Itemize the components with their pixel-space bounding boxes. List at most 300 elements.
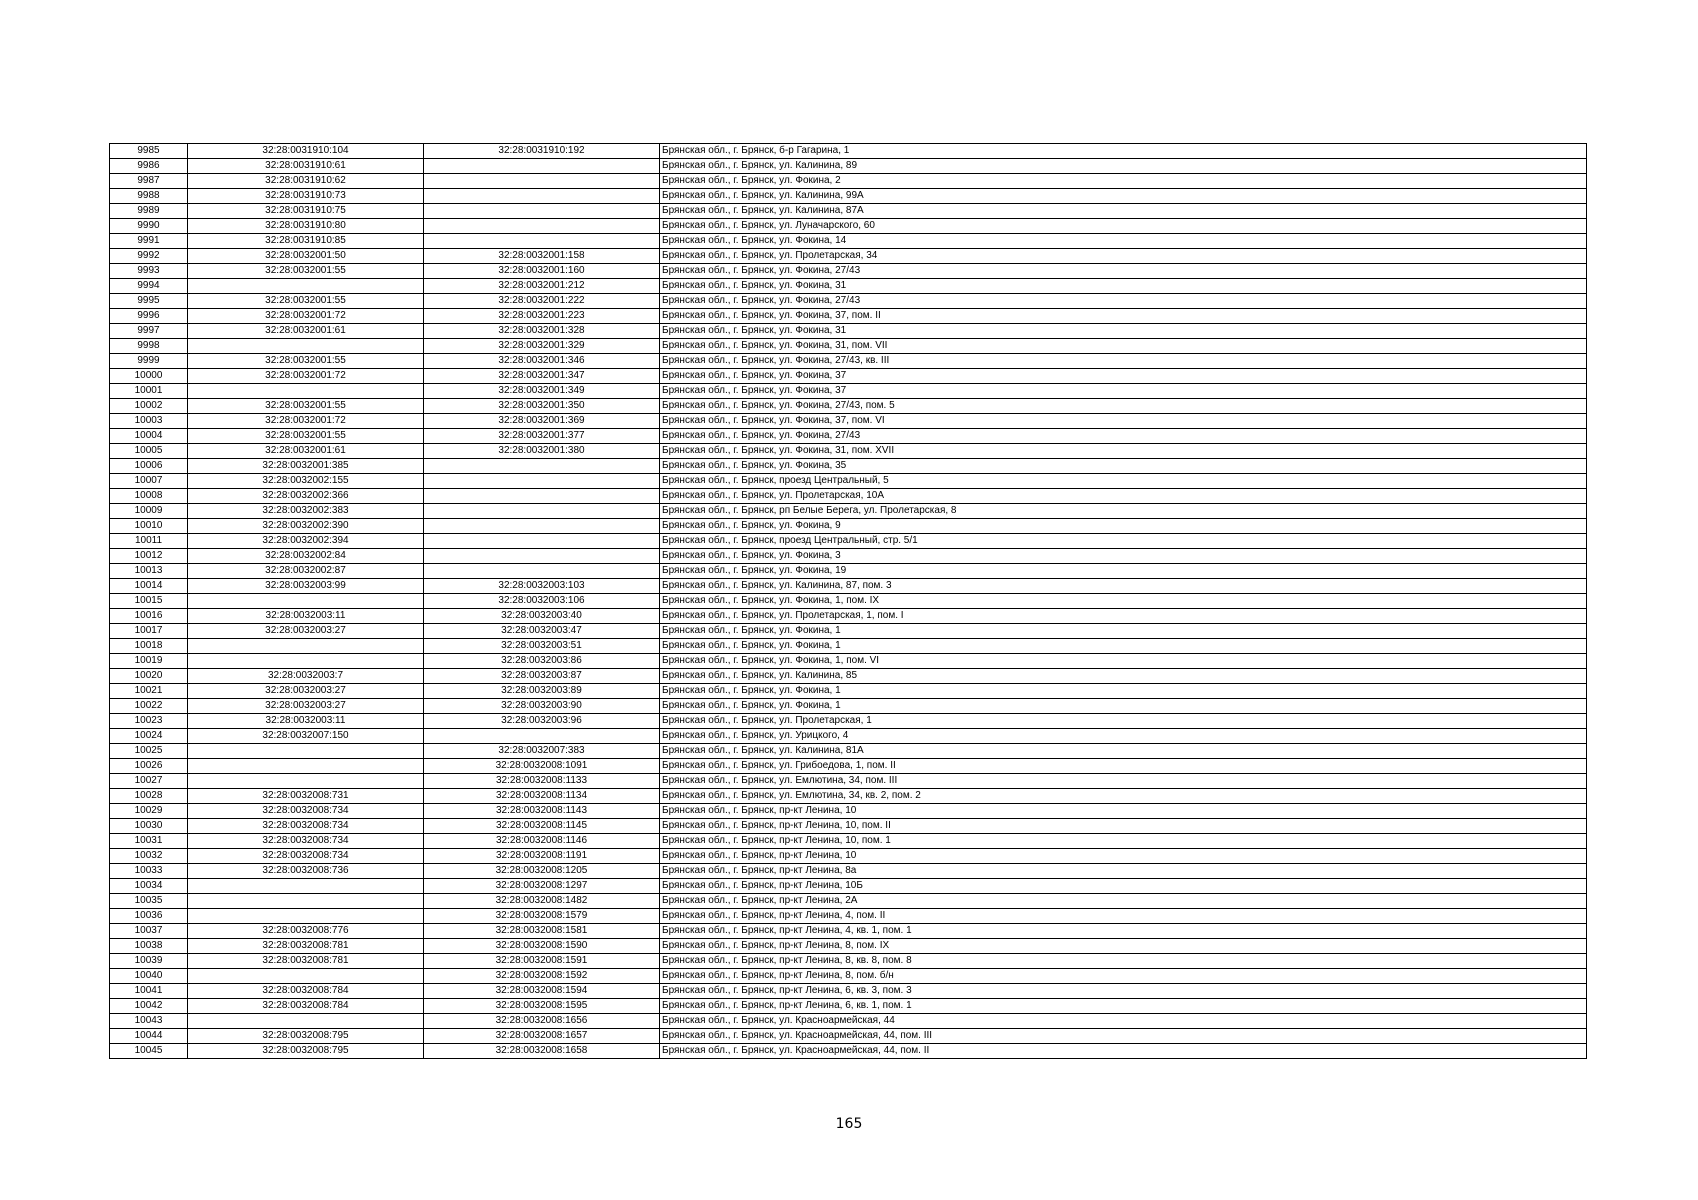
row-number-cell: 10039 xyxy=(110,954,188,969)
parcel-cadastral-cell xyxy=(188,894,424,909)
address-cell: Брянская обл., г. Брянск, пр-кт Ленина, 6, кв. 3, пом. 3 xyxy=(660,984,1587,999)
address-cell: Брянская обл., г. Брянск, ул. Фокина, 27/43 xyxy=(660,429,1587,444)
address-cell: Брянская обл., г. Брянск, пр-кт Ленина, 10, пом. II xyxy=(660,819,1587,834)
parcel-cadastral-cell: 32:28:0032002:390 xyxy=(188,519,424,534)
object-cadastral-cell: 32:28:0032008:1091 xyxy=(424,759,660,774)
row-number-cell: 10040 xyxy=(110,969,188,984)
row-number-cell: 10017 xyxy=(110,624,188,639)
object-cadastral-cell xyxy=(424,459,660,474)
parcel-cadastral-cell: 32:28:0032002:155 xyxy=(188,474,424,489)
address-cell: Брянская обл., г. Брянск, ул. Фокина, 27/43, кв. III xyxy=(660,354,1587,369)
parcel-cadastral-cell xyxy=(188,774,424,789)
table-row xyxy=(110,714,1587,729)
parcel-cadastral-cell: 32:28:0032008:734 xyxy=(188,834,424,849)
object-cadastral-cell: 32:28:0032003:89 xyxy=(424,684,660,699)
page-number: 165 xyxy=(835,1116,863,1132)
parcel-cadastral-cell: 32:28:0032008:795 xyxy=(188,1044,424,1059)
object-cadastral-cell xyxy=(424,729,660,744)
table-row xyxy=(110,774,1587,789)
row-number-cell: 10003 xyxy=(110,414,188,429)
table-row xyxy=(110,1044,1587,1059)
object-cadastral-cell: 32:28:0032008:1191 xyxy=(424,849,660,864)
table-row xyxy=(110,174,1587,189)
registry-table xyxy=(109,143,1587,1059)
row-number-cell: 10013 xyxy=(110,564,188,579)
address-cell: Брянская обл., г. Брянск, пр-кт Ленина, 8а xyxy=(660,864,1587,879)
parcel-cadastral-cell: 32:28:0032001:72 xyxy=(188,414,424,429)
object-cadastral-cell: 32:28:0032008:1134 xyxy=(424,789,660,804)
object-cadastral-cell: 32:28:0032003:87 xyxy=(424,669,660,684)
address-cell: Брянская обл., г. Брянск, проезд Центральный, стр. 5/1 xyxy=(660,534,1587,549)
table-row xyxy=(110,459,1587,474)
row-number-cell: 10041 xyxy=(110,984,188,999)
parcel-cadastral-cell xyxy=(188,879,424,894)
address-cell: Брянская обл., г. Брянск, ул. Пролетарская, 10А xyxy=(660,489,1587,504)
table-row xyxy=(110,894,1587,909)
address-cell: Брянская обл., г. Брянск, ул. Фокина, 1 xyxy=(660,639,1587,654)
parcel-cadastral-cell: 32:28:0032008:731 xyxy=(188,789,424,804)
registry-table-body xyxy=(110,144,1587,1059)
table-row xyxy=(110,999,1587,1014)
row-number-cell: 10005 xyxy=(110,444,188,459)
table-row xyxy=(110,639,1587,654)
parcel-cadastral-cell: 32:28:0032003:7 xyxy=(188,669,424,684)
object-cadastral-cell: 32:28:0032001:380 xyxy=(424,444,660,459)
parcel-cadastral-cell: 32:28:0032008:776 xyxy=(188,924,424,939)
object-cadastral-cell: 32:28:0032001:328 xyxy=(424,324,660,339)
table-row xyxy=(110,504,1587,519)
table-row xyxy=(110,279,1587,294)
parcel-cadastral-cell: 32:28:0032008:736 xyxy=(188,864,424,879)
row-number-cell: 10045 xyxy=(110,1044,188,1059)
table-row xyxy=(110,399,1587,414)
row-number-cell: 10032 xyxy=(110,849,188,864)
object-cadastral-cell: 32:28:0032008:1590 xyxy=(424,939,660,954)
row-number-cell: 9997 xyxy=(110,324,188,339)
object-cadastral-cell xyxy=(424,159,660,174)
row-number-cell: 10010 xyxy=(110,519,188,534)
row-number-cell: 10022 xyxy=(110,699,188,714)
object-cadastral-cell xyxy=(424,219,660,234)
row-number-cell: 10016 xyxy=(110,609,188,624)
address-cell: Брянская обл., г. Брянск, ул. Фокина, 1 xyxy=(660,684,1587,699)
table-row xyxy=(110,249,1587,264)
address-cell: Брянская обл., г. Брянск, пр-кт Ленина, 6, кв. 1, пом. 1 xyxy=(660,999,1587,1014)
table-row xyxy=(110,939,1587,954)
row-number-cell: 10000 xyxy=(110,369,188,384)
address-cell: Брянская обл., г. Брянск, ул. Фокина, 35 xyxy=(660,459,1587,474)
address-cell: Брянская обл., г. Брянск, ул. Пролетарская, 1 xyxy=(660,714,1587,729)
parcel-cadastral-cell: 32:28:0032001:385 xyxy=(188,459,424,474)
object-cadastral-cell: 32:28:0032001:369 xyxy=(424,414,660,429)
row-number-cell: 10033 xyxy=(110,864,188,879)
parcel-cadastral-cell: 32:28:0032001:55 xyxy=(188,399,424,414)
address-cell: Брянская обл., г. Брянск, ул. Фокина, 37 xyxy=(660,369,1587,384)
row-number-cell: 9995 xyxy=(110,294,188,309)
address-cell: Брянская обл., г. Брянск, ул. Пролетарская, 1, пом. I xyxy=(660,609,1587,624)
address-cell: Брянская обл., г. Брянск, ул. Фокина, 14 xyxy=(660,234,1587,249)
table-row xyxy=(110,699,1587,714)
parcel-cadastral-cell: 32:28:0032001:61 xyxy=(188,444,424,459)
row-number-cell: 10024 xyxy=(110,729,188,744)
table-row xyxy=(110,759,1587,774)
parcel-cadastral-cell xyxy=(188,279,424,294)
parcel-cadastral-cell: 32:28:0031910:85 xyxy=(188,234,424,249)
object-cadastral-cell: 32:28:0032008:1581 xyxy=(424,924,660,939)
table-row xyxy=(110,864,1587,879)
address-cell: Брянская обл., г. Брянск, ул. Фокина, 27/43 xyxy=(660,294,1587,309)
row-number-cell: 9985 xyxy=(110,144,188,159)
table-row xyxy=(110,909,1587,924)
parcel-cadastral-cell: 32:28:0032002:394 xyxy=(188,534,424,549)
parcel-cadastral-cell: 32:28:0031910:104 xyxy=(188,144,424,159)
table-row xyxy=(110,984,1587,999)
address-cell: Брянская обл., г. Брянск, ул. Калинина, 81А xyxy=(660,744,1587,759)
table-row xyxy=(110,264,1587,279)
address-cell: Брянская обл., г. Брянск, ул. Фокина, 9 xyxy=(660,519,1587,534)
row-number-cell: 10002 xyxy=(110,399,188,414)
row-number-cell: 10027 xyxy=(110,774,188,789)
row-number-cell: 10006 xyxy=(110,459,188,474)
address-cell: Брянская обл., г. Брянск, ул. Фокина, 1, пом. IX xyxy=(660,594,1587,609)
table-row xyxy=(110,414,1587,429)
address-cell: Брянская обл., г. Брянск, ул. Фокина, 19 xyxy=(660,564,1587,579)
address-cell: Брянская обл., г. Брянск, ул. Калинина, 87А xyxy=(660,204,1587,219)
row-number-cell: 10004 xyxy=(110,429,188,444)
row-number-cell: 9987 xyxy=(110,174,188,189)
address-cell: Брянская обл., г. Брянск, ул. Фокина, 31, пом. VII xyxy=(660,339,1587,354)
object-cadastral-cell xyxy=(424,189,660,204)
row-number-cell: 10030 xyxy=(110,819,188,834)
table-row xyxy=(110,324,1587,339)
row-number-cell: 10020 xyxy=(110,669,188,684)
parcel-cadastral-cell: 32:28:0032008:734 xyxy=(188,849,424,864)
object-cadastral-cell: 32:28:0032008:1143 xyxy=(424,804,660,819)
table-row xyxy=(110,879,1587,894)
object-cadastral-cell: 32:28:0032001:160 xyxy=(424,264,660,279)
row-number-cell: 10012 xyxy=(110,549,188,564)
table-row xyxy=(110,234,1587,249)
row-number-cell: 10015 xyxy=(110,594,188,609)
object-cadastral-cell: 32:28:0032008:1594 xyxy=(424,984,660,999)
parcel-cadastral-cell: 32:28:0032003:11 xyxy=(188,609,424,624)
address-cell: Брянская обл., г. Брянск, ул. Фокина, 27/43 xyxy=(660,264,1587,279)
row-number-cell: 10007 xyxy=(110,474,188,489)
parcel-cadastral-cell: 32:28:0032008:784 xyxy=(188,984,424,999)
parcel-cadastral-cell: 32:28:0032001:55 xyxy=(188,354,424,369)
parcel-cadastral-cell: 32:28:0031910:61 xyxy=(188,159,424,174)
table-row xyxy=(110,549,1587,564)
table-row xyxy=(110,564,1587,579)
table-row xyxy=(110,729,1587,744)
object-cadastral-cell xyxy=(424,519,660,534)
row-number-cell: 10001 xyxy=(110,384,188,399)
address-cell: Брянская обл., г. Брянск, пр-кт Ленина, 4, пом. II xyxy=(660,909,1587,924)
address-cell: Брянская обл., г. Брянск, ул. Красноармейская, 44, пом. II xyxy=(660,1044,1587,1059)
object-cadastral-cell: 32:28:0032008:1133 xyxy=(424,774,660,789)
table-row xyxy=(110,819,1587,834)
object-cadastral-cell: 32:28:0032001:347 xyxy=(424,369,660,384)
address-cell: Брянская обл., г. Брянск, ул. Фокина, 31 xyxy=(660,324,1587,339)
parcel-cadastral-cell: 32:28:0031910:73 xyxy=(188,189,424,204)
table-row xyxy=(110,144,1587,159)
parcel-cadastral-cell xyxy=(188,384,424,399)
address-cell: Брянская обл., г. Брянск, ул. Урицкого, 4 xyxy=(660,729,1587,744)
row-number-cell: 10021 xyxy=(110,684,188,699)
parcel-cadastral-cell: 32:28:0032008:734 xyxy=(188,819,424,834)
object-cadastral-cell: 32:28:0032008:1656 xyxy=(424,1014,660,1029)
row-number-cell: 10035 xyxy=(110,894,188,909)
parcel-cadastral-cell xyxy=(188,339,424,354)
object-cadastral-cell: 32:28:0032008:1591 xyxy=(424,954,660,969)
address-cell: Брянская обл., г. Брянск, пр-кт Ленина, 10Б xyxy=(660,879,1587,894)
table-row xyxy=(110,534,1587,549)
address-cell: Брянская обл., г. Брянск, ул. Красноармейская, 44 xyxy=(660,1014,1587,1029)
object-cadastral-cell: 32:28:0032001:346 xyxy=(424,354,660,369)
address-cell: Брянская обл., г. Брянск, пр-кт Ленина, 10, пом. 1 xyxy=(660,834,1587,849)
address-cell: Брянская обл., г. Брянск, ул. Фокина, 1 xyxy=(660,699,1587,714)
table-row xyxy=(110,624,1587,639)
row-number-cell: 10011 xyxy=(110,534,188,549)
address-cell: Брянская обл., г. Брянск, рп Белые Берега, ул. Пролетарская, 8 xyxy=(660,504,1587,519)
object-cadastral-cell xyxy=(424,534,660,549)
address-cell: Брянская обл., г. Брянск, пр-кт Ленина, 2А xyxy=(660,894,1587,909)
parcel-cadastral-cell: 32:28:0032001:50 xyxy=(188,249,424,264)
object-cadastral-cell: 32:28:0032003:96 xyxy=(424,714,660,729)
row-number-cell: 10036 xyxy=(110,909,188,924)
parcel-cadastral-cell: 32:28:0031910:80 xyxy=(188,219,424,234)
object-cadastral-cell: 32:28:0032008:1658 xyxy=(424,1044,660,1059)
table-row xyxy=(110,369,1587,384)
object-cadastral-cell: 32:28:0032008:1205 xyxy=(424,864,660,879)
address-cell: Брянская обл., г. Брянск, ул. Грибоедова, 1, пом. II xyxy=(660,759,1587,774)
table-row xyxy=(110,474,1587,489)
table-row xyxy=(110,444,1587,459)
table-row xyxy=(110,789,1587,804)
parcel-cadastral-cell: 32:28:0032008:781 xyxy=(188,939,424,954)
parcel-cadastral-cell: 32:28:0032001:55 xyxy=(188,264,424,279)
table-row xyxy=(110,804,1587,819)
row-number-cell: 10037 xyxy=(110,924,188,939)
address-cell: Брянская обл., г. Брянск, ул. Калинина, 89 xyxy=(660,159,1587,174)
row-number-cell: 10042 xyxy=(110,999,188,1014)
row-number-cell: 10025 xyxy=(110,744,188,759)
parcel-cadastral-cell: 32:28:0032003:27 xyxy=(188,684,424,699)
row-number-cell: 10014 xyxy=(110,579,188,594)
object-cadastral-cell: 32:28:0032003:106 xyxy=(424,594,660,609)
row-number-cell: 10031 xyxy=(110,834,188,849)
row-number-cell: 10029 xyxy=(110,804,188,819)
object-cadastral-cell: 32:28:0032001:350 xyxy=(424,399,660,414)
address-cell: Брянская обл., г. Брянск, ул. Луначарского, 60 xyxy=(660,219,1587,234)
table-row xyxy=(110,954,1587,969)
table-row xyxy=(110,489,1587,504)
address-cell: Брянская обл., г. Брянск, пр-кт Ленина, 8, пом. IX xyxy=(660,939,1587,954)
object-cadastral-cell: 32:28:0032001:223 xyxy=(424,309,660,324)
table-row xyxy=(110,609,1587,624)
address-cell: Брянская обл., г. Брянск, проезд Центральный, 5 xyxy=(660,474,1587,489)
object-cadastral-cell xyxy=(424,204,660,219)
row-number-cell: 9993 xyxy=(110,264,188,279)
parcel-cadastral-cell: 32:28:0032001:72 xyxy=(188,369,424,384)
row-number-cell: 9994 xyxy=(110,279,188,294)
parcel-cadastral-cell xyxy=(188,1014,424,1029)
address-cell: Брянская обл., г. Брянск, ул. Красноармейская, 44, пом. III xyxy=(660,1029,1587,1044)
address-cell: Брянская обл., г. Брянск, пр-кт Ленина, 4, кв. 1, пом. 1 xyxy=(660,924,1587,939)
address-cell: Брянская обл., г. Брянск, пр-кт Ленина, 8, пом. б/н xyxy=(660,969,1587,984)
object-cadastral-cell: 32:28:0032003:86 xyxy=(424,654,660,669)
address-cell: Брянская обл., г. Брянск, ул. Фокина, 1 xyxy=(660,624,1587,639)
parcel-cadastral-cell xyxy=(188,909,424,924)
row-number-cell: 10043 xyxy=(110,1014,188,1029)
table-row xyxy=(110,1029,1587,1044)
parcel-cadastral-cell: 32:28:0032001:55 xyxy=(188,294,424,309)
address-cell: Брянская обл., г. Брянск, ул. Калинина, 99А xyxy=(660,189,1587,204)
parcel-cadastral-cell: 32:28:0031910:62 xyxy=(188,174,424,189)
parcel-cadastral-cell: 32:28:0032003:27 xyxy=(188,699,424,714)
table-row xyxy=(110,594,1587,609)
parcel-cadastral-cell xyxy=(188,654,424,669)
address-cell: Брянская обл., г. Брянск, ул. Пролетарская, 34 xyxy=(660,249,1587,264)
address-cell: Брянская обл., г. Брянск, ул. Фокина, 3 xyxy=(660,549,1587,564)
row-number-cell: 10019 xyxy=(110,654,188,669)
row-number-cell: 10018 xyxy=(110,639,188,654)
row-number-cell: 9989 xyxy=(110,204,188,219)
parcel-cadastral-cell: 32:28:0032002:366 xyxy=(188,489,424,504)
object-cadastral-cell xyxy=(424,234,660,249)
row-number-cell: 10009 xyxy=(110,504,188,519)
address-cell: Брянская обл., г. Брянск, ул. Фокина, 1, пом. VI xyxy=(660,654,1587,669)
parcel-cadastral-cell xyxy=(188,639,424,654)
object-cadastral-cell: 32:28:0032008:1145 xyxy=(424,819,660,834)
address-cell: Брянская обл., г. Брянск, ул. Калинина, 87, пом. 3 xyxy=(660,579,1587,594)
row-number-cell: 9999 xyxy=(110,354,188,369)
address-cell: Брянская обл., г. Брянск, ул. Фокина, 37, пом. VI xyxy=(660,414,1587,429)
object-cadastral-cell: 32:28:0032001:222 xyxy=(424,294,660,309)
parcel-cadastral-cell: 32:28:0032002:87 xyxy=(188,564,424,579)
table-row xyxy=(110,924,1587,939)
parcel-cadastral-cell xyxy=(188,744,424,759)
row-number-cell: 10026 xyxy=(110,759,188,774)
row-number-cell: 10044 xyxy=(110,1029,188,1044)
object-cadastral-cell: 32:28:0032003:47 xyxy=(424,624,660,639)
table-row xyxy=(110,669,1587,684)
parcel-cadastral-cell: 32:28:0032003:11 xyxy=(188,714,424,729)
table-row xyxy=(110,849,1587,864)
table-row xyxy=(110,1014,1587,1029)
object-cadastral-cell xyxy=(424,474,660,489)
address-cell: Брянская обл., г. Брянск, пр-кт Ленина, 8, кв. 8, пом. 8 xyxy=(660,954,1587,969)
table-row xyxy=(110,159,1587,174)
object-cadastral-cell: 32:28:0032008:1482 xyxy=(424,894,660,909)
parcel-cadastral-cell: 32:28:0032001:61 xyxy=(188,324,424,339)
address-cell: Брянская обл., г. Брянск, ул. Фокина, 37 xyxy=(660,384,1587,399)
object-cadastral-cell: 32:28:0032001:329 xyxy=(424,339,660,354)
row-number-cell: 10008 xyxy=(110,489,188,504)
object-cadastral-cell xyxy=(424,504,660,519)
row-number-cell: 10034 xyxy=(110,879,188,894)
object-cadastral-cell: 32:28:0032007:383 xyxy=(424,744,660,759)
object-cadastral-cell: 32:28:0032008:1592 xyxy=(424,969,660,984)
row-number-cell: 9998 xyxy=(110,339,188,354)
parcel-cadastral-cell: 32:28:0032001:72 xyxy=(188,309,424,324)
parcel-cadastral-cell: 32:28:0032002:84 xyxy=(188,549,424,564)
object-cadastral-cell: 32:28:0032001:212 xyxy=(424,279,660,294)
object-cadastral-cell: 32:28:0032008:1297 xyxy=(424,879,660,894)
table-row xyxy=(110,429,1587,444)
row-number-cell: 9992 xyxy=(110,249,188,264)
table-row xyxy=(110,354,1587,369)
parcel-cadastral-cell: 32:28:0032002:383 xyxy=(188,504,424,519)
object-cadastral-cell: 32:28:0032001:349 xyxy=(424,384,660,399)
row-number-cell: 9991 xyxy=(110,234,188,249)
table-row xyxy=(110,189,1587,204)
object-cadastral-cell: 32:28:0032001:158 xyxy=(424,249,660,264)
address-cell: Брянская обл., г. Брянск, пр-кт Ленина, 10 xyxy=(660,804,1587,819)
address-cell: Брянская обл., г. Брянск, ул. Емлютина, 34, пом. III xyxy=(660,774,1587,789)
row-number-cell: 10023 xyxy=(110,714,188,729)
parcel-cadastral-cell: 32:28:0032008:734 xyxy=(188,804,424,819)
address-cell: Брянская обл., г. Брянск, б-р Гагарина, 1 xyxy=(660,144,1587,159)
address-cell: Брянская обл., г. Брянск, ул. Фокина, 31 xyxy=(660,279,1587,294)
row-number-cell: 10038 xyxy=(110,939,188,954)
address-cell: Брянская обл., г. Брянск, пр-кт Ленина, 10 xyxy=(660,849,1587,864)
row-number-cell: 10028 xyxy=(110,789,188,804)
parcel-cadastral-cell: 32:28:0032003:99 xyxy=(188,579,424,594)
object-cadastral-cell: 32:28:0032008:1657 xyxy=(424,1029,660,1044)
object-cadastral-cell: 32:28:0032003:40 xyxy=(424,609,660,624)
table-row xyxy=(110,219,1587,234)
address-cell: Брянская обл., г. Брянск, ул. Фокина, 37, пом. II xyxy=(660,309,1587,324)
table-row xyxy=(110,519,1587,534)
table-row xyxy=(110,339,1587,354)
object-cadastral-cell: 32:28:0032003:103 xyxy=(424,579,660,594)
parcel-cadastral-cell: 32:28:0032003:27 xyxy=(188,624,424,639)
parcel-cadastral-cell: 32:28:0032001:55 xyxy=(188,429,424,444)
table-row xyxy=(110,579,1587,594)
parcel-cadastral-cell xyxy=(188,594,424,609)
row-number-cell: 9996 xyxy=(110,309,188,324)
address-cell: Брянская обл., г. Брянск, ул. Фокина, 31, пом. XVII xyxy=(660,444,1587,459)
object-cadastral-cell: 32:28:0032008:1146 xyxy=(424,834,660,849)
table-row xyxy=(110,309,1587,324)
row-number-cell: 9988 xyxy=(110,189,188,204)
object-cadastral-cell xyxy=(424,549,660,564)
table-row xyxy=(110,654,1587,669)
object-cadastral-cell: 32:28:0032001:377 xyxy=(424,429,660,444)
table-row xyxy=(110,834,1587,849)
table-row xyxy=(110,204,1587,219)
parcel-cadastral-cell: 32:28:0032008:784 xyxy=(188,999,424,1014)
table-row xyxy=(110,294,1587,309)
object-cadastral-cell: 32:28:0031910:192 xyxy=(424,144,660,159)
object-cadastral-cell: 32:28:0032003:51 xyxy=(424,639,660,654)
address-cell: Брянская обл., г. Брянск, ул. Калинина, 85 xyxy=(660,669,1587,684)
parcel-cadastral-cell xyxy=(188,969,424,984)
table-row xyxy=(110,969,1587,984)
address-cell: Брянская обл., г. Брянск, ул. Емлютина, 34, кв. 2, пом. 2 xyxy=(660,789,1587,804)
parcel-cadastral-cell: 32:28:0032007:150 xyxy=(188,729,424,744)
parcel-cadastral-cell xyxy=(188,759,424,774)
parcel-cadastral-cell: 32:28:0032008:781 xyxy=(188,954,424,969)
object-cadastral-cell xyxy=(424,174,660,189)
table-row xyxy=(110,684,1587,699)
object-cadastral-cell: 32:28:0032008:1595 xyxy=(424,999,660,1014)
address-cell: Брянская обл., г. Брянск, ул. Фокина, 27/43, пом. 5 xyxy=(660,399,1587,414)
row-number-cell: 9986 xyxy=(110,159,188,174)
parcel-cadastral-cell: 32:28:0031910:75 xyxy=(188,204,424,219)
object-cadastral-cell: 32:28:0032003:90 xyxy=(424,699,660,714)
